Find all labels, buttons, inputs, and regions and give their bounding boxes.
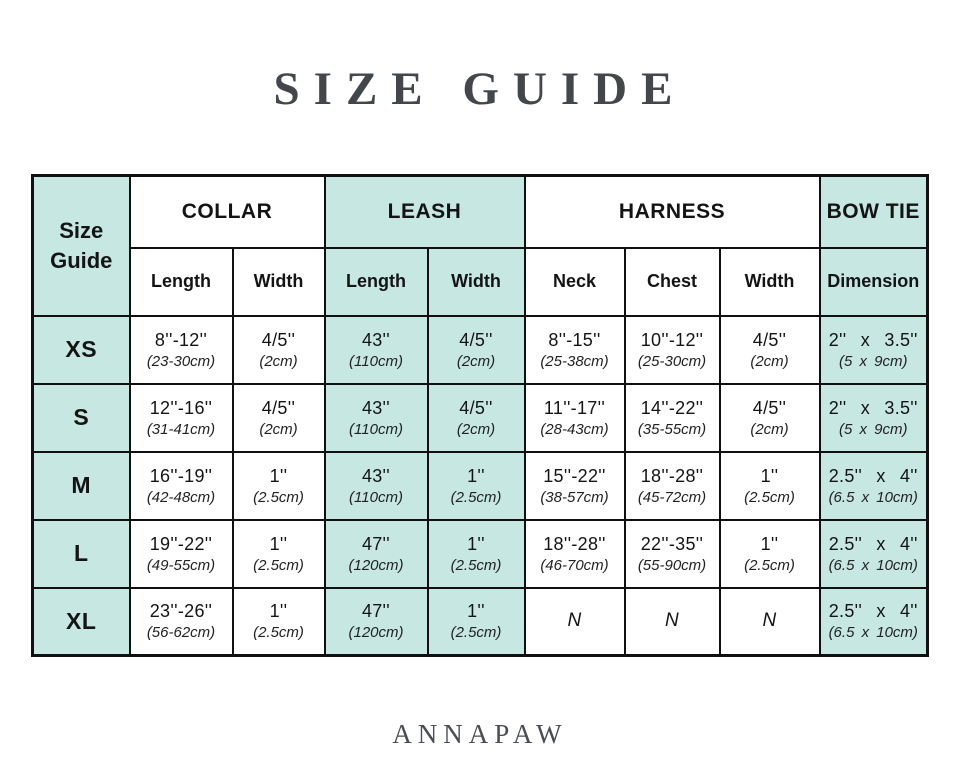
cm-value: (2.5cm) <box>744 488 795 506</box>
cm-value: (2.5cm) <box>450 556 502 574</box>
measurement-cell <box>233 316 325 384</box>
inch-value: 43'' <box>361 397 391 418</box>
measurement-cell <box>820 452 928 520</box>
inch-value: 2.5'' x 4'' <box>828 601 918 622</box>
cm-value: (46-70cm) <box>540 556 609 574</box>
measurement-cell <box>820 520 928 588</box>
inch-value: 47'' <box>361 601 391 622</box>
inch-value: 18''-28'' <box>543 533 606 554</box>
cm-value: (2.5cm) <box>450 488 502 506</box>
cm-value: (25-30cm) <box>637 352 707 370</box>
cm-value: (38-57cm) <box>540 488 609 506</box>
measurement-cell <box>325 520 428 588</box>
cm-value: (2cm) <box>456 352 496 370</box>
inch-value: 1'' <box>269 533 288 554</box>
inch-value: 1'' <box>760 465 779 486</box>
measurement-cell <box>325 384 428 452</box>
measurement-cell <box>525 316 625 384</box>
inch-value: 47'' <box>361 533 391 554</box>
measurement-cell <box>233 520 325 588</box>
inch-value: N <box>762 610 777 632</box>
cm-value: (5 x 9cm) <box>838 352 908 370</box>
inch-value: 43'' <box>361 465 391 486</box>
row-size-label: XL <box>33 588 130 656</box>
inch-value: 2.5'' x 4'' <box>828 533 918 554</box>
measurement-cell <box>130 588 233 656</box>
cm-value: (2.5cm) <box>744 556 795 574</box>
measurement-cell <box>325 452 428 520</box>
inch-value: 8''-12'' <box>154 329 208 350</box>
measurement-cell <box>233 452 325 520</box>
table-row <box>33 452 928 520</box>
measurement-cell <box>525 520 625 588</box>
cm-value: (25-38cm) <box>540 352 609 370</box>
cm-value: (31-41cm) <box>146 420 216 438</box>
inch-value: 4/5'' <box>261 329 296 350</box>
subheader-bowtie-dimension: Dimension <box>820 248 928 316</box>
inch-value: 16''-19'' <box>149 465 213 486</box>
table-header <box>33 176 928 316</box>
measurement-cell <box>720 316 820 384</box>
measurement-cell <box>525 588 625 656</box>
inch-value: 18''-28'' <box>640 465 704 486</box>
cm-value: (2cm) <box>456 420 496 438</box>
measurement-cell <box>233 588 325 656</box>
group-header-bowtie: BOW TIE <box>820 176 928 248</box>
cm-value: (5 x 9cm) <box>838 420 908 438</box>
size-guide-table <box>31 174 929 657</box>
group-header-harness: HARNESS <box>525 176 820 248</box>
inch-value: 1'' <box>269 465 288 486</box>
measurement-cell <box>820 384 928 452</box>
cm-value: (110cm) <box>349 420 403 438</box>
cm-value: (2.5cm) <box>253 556 304 574</box>
measurement-cell <box>625 316 720 384</box>
cm-value: (45-72cm) <box>637 488 707 506</box>
measurement-cell <box>720 520 820 588</box>
cm-value: (35-55cm) <box>637 420 707 438</box>
subheader-leash-length: Length <box>325 248 428 316</box>
row-size-label: L <box>33 520 130 588</box>
cm-value: (2.5cm) <box>253 624 304 642</box>
inch-value: 8''-15'' <box>548 329 601 350</box>
inch-value: N <box>567 610 582 632</box>
inch-value: 2.5'' x 4'' <box>828 465 918 486</box>
cm-value: (6.5 x 10cm) <box>828 556 918 574</box>
table-row <box>33 520 928 588</box>
cm-value: (110cm) <box>349 488 403 506</box>
cm-value: (6.5 x 10cm) <box>828 624 918 642</box>
inch-value: 43'' <box>361 329 391 350</box>
corner-header-size-guide: Size Guide <box>33 176 130 316</box>
measurement-cell <box>625 384 720 452</box>
measurement-cell <box>428 452 525 520</box>
cm-value: (2.5cm) <box>253 488 304 506</box>
inch-value: 1'' <box>467 601 485 622</box>
inch-value: 1'' <box>760 533 779 554</box>
measurement-cell <box>325 588 428 656</box>
inch-value: 15''-22'' <box>543 465 606 486</box>
cm-value: (2cm) <box>259 420 298 438</box>
measurement-cell <box>720 588 820 656</box>
measurement-cell <box>428 316 525 384</box>
group-header-row <box>33 176 928 248</box>
inch-value: 2'' x 3.5'' <box>828 397 918 418</box>
cm-value: (110cm) <box>349 352 403 370</box>
inch-value: 12''-16'' <box>149 397 213 418</box>
measurement-cell <box>428 588 525 656</box>
measurement-cell <box>525 384 625 452</box>
row-size-label: S <box>33 384 130 452</box>
inch-value: 22''-35'' <box>640 533 704 554</box>
measurement-cell <box>428 520 525 588</box>
cm-value: (42-48cm) <box>146 488 216 506</box>
measurement-cell <box>625 520 720 588</box>
cm-value: (2cm) <box>750 420 789 438</box>
measurement-cell <box>325 316 428 384</box>
cm-value: (2cm) <box>750 352 789 370</box>
measurement-cell <box>820 316 928 384</box>
group-header-collar: COLLAR <box>130 176 325 248</box>
inch-value: 23''-26'' <box>149 601 213 622</box>
inch-value: 19''-22'' <box>149 533 213 554</box>
inch-value: 1'' <box>269 601 288 622</box>
inch-value: 4/5'' <box>459 329 493 350</box>
subcolumn-header-row <box>33 248 928 316</box>
measurement-cell <box>130 384 233 452</box>
size-table-body <box>33 316 928 656</box>
table-row <box>33 588 928 656</box>
cm-value: (2.5cm) <box>450 624 502 642</box>
measurement-cell <box>130 452 233 520</box>
cm-value: (56-62cm) <box>146 624 216 642</box>
cm-value: (23-30cm) <box>146 352 216 370</box>
measurement-cell <box>525 452 625 520</box>
inch-value: 2'' x 3.5'' <box>828 329 918 350</box>
cm-value: (120cm) <box>348 556 404 574</box>
measurement-cell <box>720 384 820 452</box>
inch-value: 11''-17'' <box>543 397 606 418</box>
cm-value: (55-90cm) <box>637 556 707 574</box>
inch-value: 1'' <box>467 533 485 554</box>
measurement-cell <box>130 520 233 588</box>
measurement-cell <box>625 588 720 656</box>
measurement-cell <box>720 452 820 520</box>
inch-value: 4/5'' <box>459 397 493 418</box>
measurement-cell <box>233 384 325 452</box>
group-header-leash: LEASH <box>325 176 525 248</box>
inch-value: 4/5'' <box>752 397 787 418</box>
cm-value: (2cm) <box>259 352 298 370</box>
inch-value: 10''-12'' <box>640 329 704 350</box>
inch-value: 14''-22'' <box>640 397 704 418</box>
measurement-cell <box>625 452 720 520</box>
page-title: SIZE GUIDE <box>273 63 687 115</box>
measurement-cell <box>428 384 525 452</box>
subheader-harness-neck: Neck <box>525 248 625 316</box>
subheader-collar-width: Width <box>233 248 325 316</box>
row-size-label: XS <box>33 316 130 384</box>
inch-value: 4/5'' <box>261 397 296 418</box>
subheader-collar-length: Length <box>130 248 233 316</box>
inch-value: 4/5'' <box>752 329 787 350</box>
cm-value: (6.5 x 10cm) <box>828 488 918 506</box>
subheader-leash-width: Width <box>428 248 525 316</box>
cm-value: (28-43cm) <box>540 420 609 438</box>
row-size-label: M <box>33 452 130 520</box>
measurement-cell <box>130 316 233 384</box>
brand-footer: ANNAPAW <box>392 719 568 749</box>
subheader-harness-chest: Chest <box>625 248 720 316</box>
measurement-cell <box>820 588 928 656</box>
table-row <box>33 316 928 384</box>
subheader-harness-width: Width <box>720 248 820 316</box>
inch-value: N <box>664 610 680 632</box>
cm-value: (120cm) <box>348 624 404 642</box>
cm-value: (49-55cm) <box>146 556 216 574</box>
table-row <box>33 384 928 452</box>
inch-value: 1'' <box>467 465 485 486</box>
